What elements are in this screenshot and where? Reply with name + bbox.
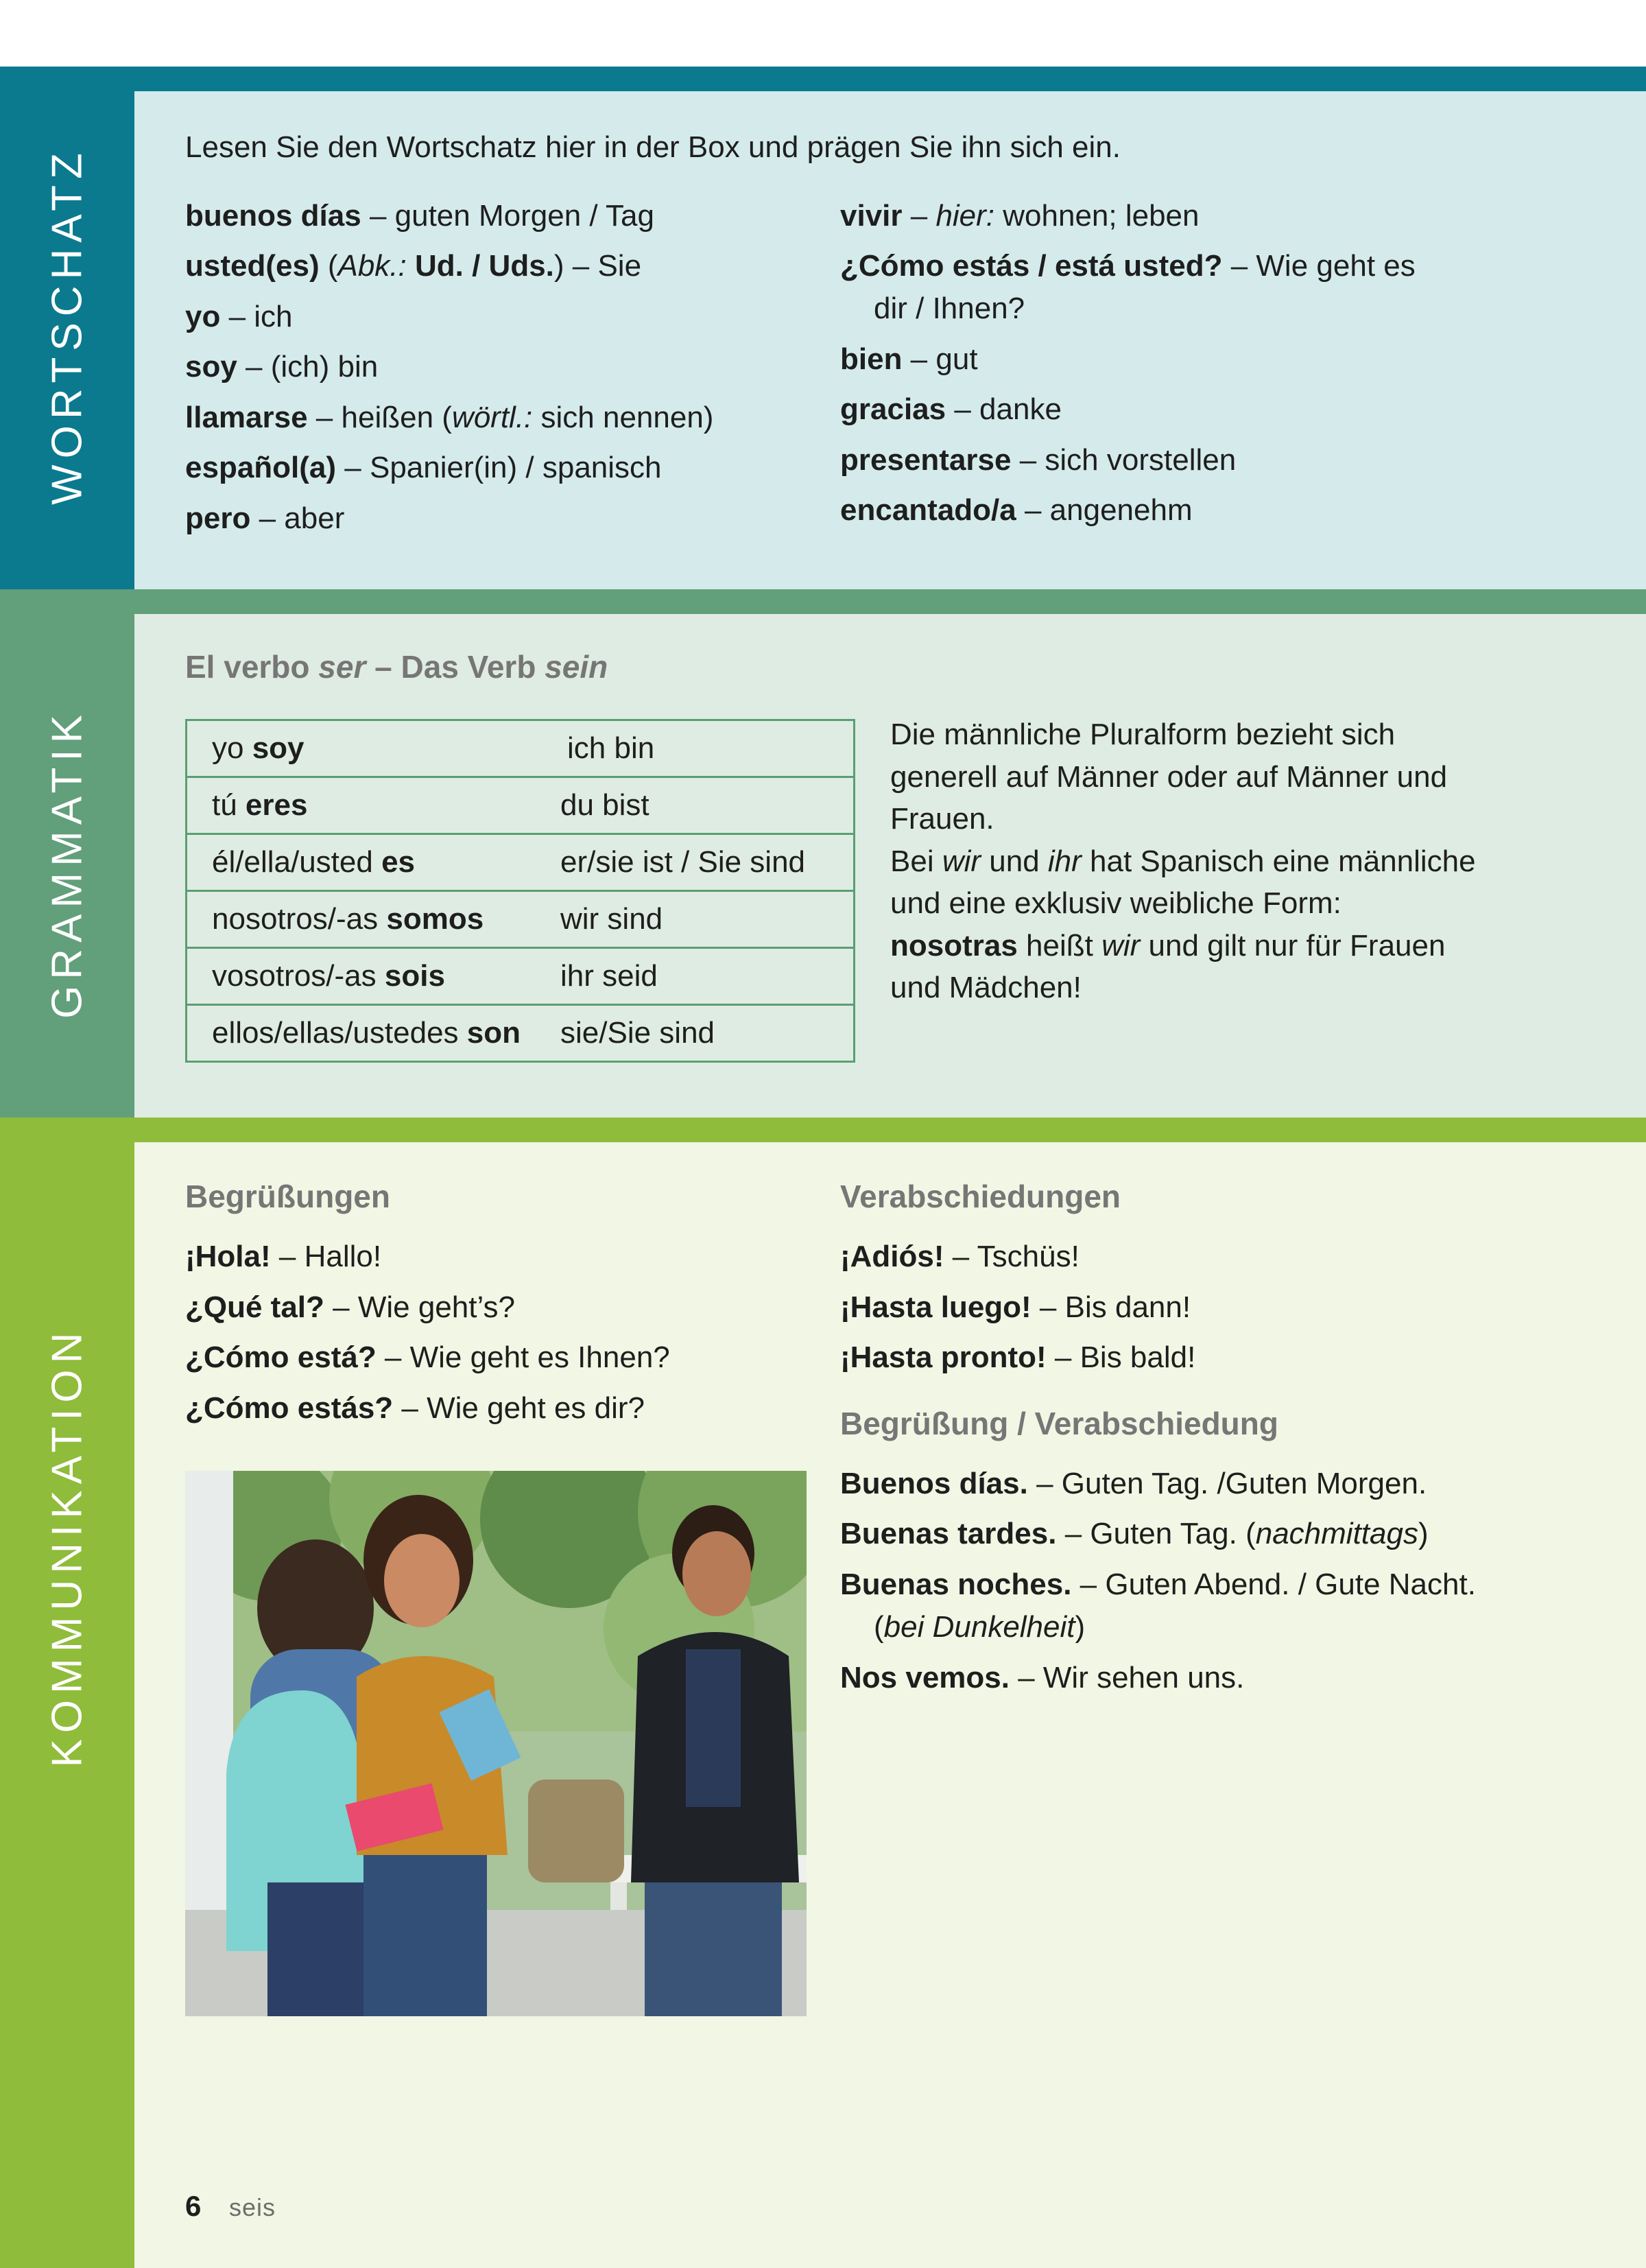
- vocab-item: encantado/a – angenehm: [840, 493, 1193, 527]
- kommunikation-side-bar: [0, 1118, 134, 2268]
- phrase-item: Nos vemos. – Wir sehen uns.: [840, 1661, 1245, 1694]
- grammatik-top-bar: [0, 589, 1646, 614]
- phrase-item: ¿Qué tal? – Wie geht’s?: [185, 1290, 515, 1324]
- vocab-item: ¿Cómo estás / está usted? – Wie geht es: [840, 249, 1416, 283]
- students-greeting-photo: [185, 1471, 807, 2016]
- ser-conjugation-table: [185, 719, 855, 1063]
- wortschatz-top-bar: [0, 67, 1646, 91]
- wortschatz-side-bar: [0, 67, 134, 589]
- phrase-item: ¡Hasta pronto! – Bis bald!: [840, 1340, 1196, 1374]
- vocab-item: pero – aber: [185, 501, 345, 535]
- vocab-item: buenos días – guten Morgen / Tag: [185, 199, 654, 233]
- phrase-item: Buenas noches. – Guten Abend. / Gute Nacht.: [840, 1568, 1476, 1601]
- phrase-item: Buenas tardes. – Guten Tag. (nachmittags): [840, 1517, 1429, 1550]
- vocab-item-continuation: dir / Ihnen?: [874, 292, 1025, 325]
- grammatik-section-label: GRAMMATIK: [43, 709, 91, 1019]
- phrase-item-continuation: (bei Dunkelheit): [874, 1610, 1086, 1644]
- phrase-item: ¡Adiós! – Tschüs!: [840, 1240, 1080, 1273]
- kommunikation-section-label: KOMMUNIKATION: [43, 1326, 91, 1768]
- vocab-item: vivir – hier: wohnen; leben: [840, 199, 1200, 233]
- grammatik-note: [890, 713, 1494, 1009]
- wortschatz-intro: Lesen Sie den Wortschatz hier in der Box und prägen Sie ihn sich ein.: [185, 130, 1121, 164]
- vocab-item: soy – (ich) bin: [185, 350, 379, 383]
- phrase-item: ¿Cómo estás? – Wie geht es dir?: [185, 1391, 645, 1425]
- note-paragraph: Die männliche Pluralform bezieht sich generell auf Männer oder auf Männer und Frauen.: [890, 718, 1448, 836]
- vocab-item: presentarse – sich vorstellen: [840, 443, 1237, 477]
- verabschiedungen-heading: Verabschiedungen: [840, 1179, 1121, 1214]
- phrase-item: Buenos días. – Guten Tag. /Guten Morgen.: [840, 1467, 1427, 1500]
- table-row: vosotros/-as sois ihr seid: [187, 948, 855, 1005]
- wortschatz-section-label: WORTSCHATZ: [43, 147, 91, 505]
- note-paragraph: Bei wir und ihr hat Spanisch eine männliche und eine exklusiv weibliche Form:: [890, 844, 1476, 920]
- grammatik-side-bar: [0, 589, 134, 1118]
- page-number: 6: [185, 2190, 202, 2222]
- phrase-item: ¿Cómo está? – Wie geht es Ihnen?: [185, 1340, 670, 1374]
- table-row: él/ella/usted es er/sie ist / Sie sind: [187, 834, 855, 891]
- grammatik-title: El verbo ser – Das Verb sein: [185, 649, 608, 685]
- begruessung-verabschiedung-heading: Begrüßung / Verabschiedung: [840, 1406, 1278, 1441]
- vocab-item: llamarse – heißen (wörtl.: sich nennen): [185, 401, 714, 434]
- note-paragraph: nosotras heißt wir und gilt nur für Frauen und Mädchen!: [890, 928, 1446, 1004]
- table-row: ellos/ellas/ustedes son sie/Sie sind: [187, 1005, 855, 1062]
- vocab-item: yo – ich: [185, 300, 293, 333]
- begruessungen-heading: Begrüßungen: [185, 1179, 390, 1214]
- vocab-item: usted(es) (Abk.: Ud. / Uds.) – Sie: [185, 249, 642, 283]
- table-row: yo soy ich bin: [187, 720, 855, 777]
- table-row: tú eres du bist: [187, 777, 855, 834]
- phrase-item: ¡Hola! – Hallo!: [185, 1240, 382, 1273]
- vocab-item: bien – gut: [840, 342, 978, 376]
- page-word: seis: [229, 2193, 276, 2221]
- kommunikation-top-bar: [0, 1118, 1646, 1142]
- table-row: nosotros/-as somos wir sind: [187, 891, 855, 948]
- phrase-item: ¡Hasta luego! – Bis dann!: [840, 1290, 1191, 1324]
- vocab-item: gracias – danke: [840, 392, 1062, 426]
- vocab-item: español(a) – Spanier(in) / spanisch: [185, 451, 662, 484]
